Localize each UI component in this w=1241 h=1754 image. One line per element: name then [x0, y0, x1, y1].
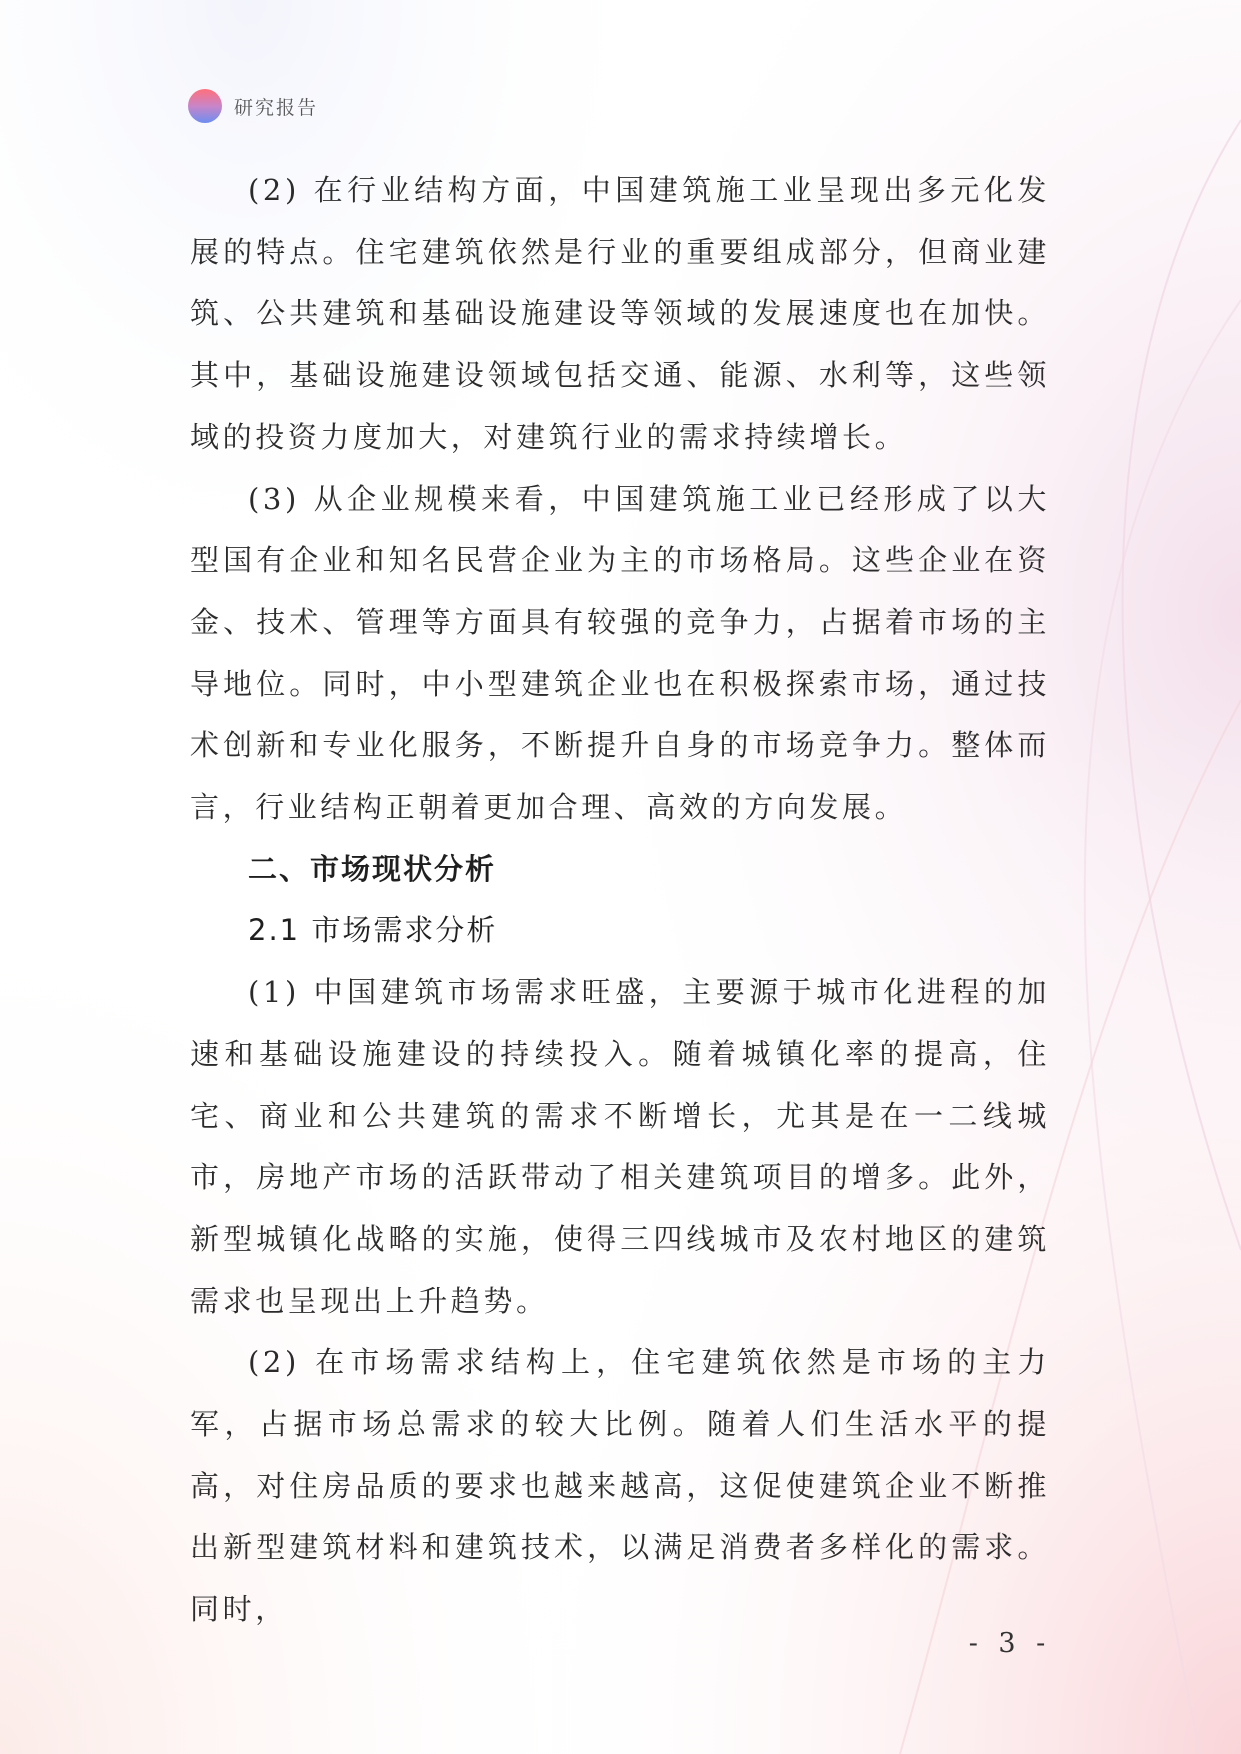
subsection-heading: 2.1 市场需求分析 — [248, 913, 498, 948]
paragraph-demand-structure: (2) 在市场需求结构上，住宅建筑依然是市场的主力军，占据市场总需求的较大比例。随着人们生活水平的提高，对住房品质的要求也越来越高，这促使建筑企业不断推出新型建筑材料和建筑技术，以满足消费者多样化的需求。同时， — [190, 1345, 1050, 1627]
paragraph-enterprise-scale: (3) 从企业规模来看，中国建筑施工业已经形成了以大型国有企业和知名民营企业为主的市场格局。这些企业在资金、技术、管理等方面具有较强的竞争力，占据着市场的主导地位。同时，中小型建筑企业也在积极探索市场，通过技术创新和专业化服务，不断提升自身的市场竞争力。整体而言，行业结构正朝着更加合理、高效的方向发展。 — [190, 481, 1050, 825]
section-heading: 二、市场现状分析 — [248, 851, 497, 886]
report-header — [188, 88, 318, 124]
document-body — [190, 160, 1050, 1641]
logo-circle-icon — [188, 89, 222, 123]
paragraph-industry-structure: (2) 在行业结构方面，中国建筑施工业呈现出多元化发展的特点。住宅建筑依然是行业的重要组成部分，但商业建筑、公共建筑和基础设施建设等领域的发展速度也在加快。其中，基础设施建设领域包括交通、能源、水利等，这些领域的投资力度加大，对建筑行业的需求持续增长。 — [190, 173, 1050, 454]
page-number: - 3 - — [968, 1628, 1052, 1659]
header-title: 研究报告 — [234, 96, 319, 119]
paragraph-market-demand: (1) 中国建筑市场需求旺盛，主要源于城市化进程的加速和基础设施建设的持续投入。随着城镇化率的提高，住宅、商业和公共建筑的需求不断增长，尤其是在一二线城市，房地产市场的活跃带动了相关建筑项目的增多。此外，新型城镇化战略的实施，使得三四线城市及农村地区的建筑需求也呈现出上升趋势。 — [190, 975, 1050, 1318]
